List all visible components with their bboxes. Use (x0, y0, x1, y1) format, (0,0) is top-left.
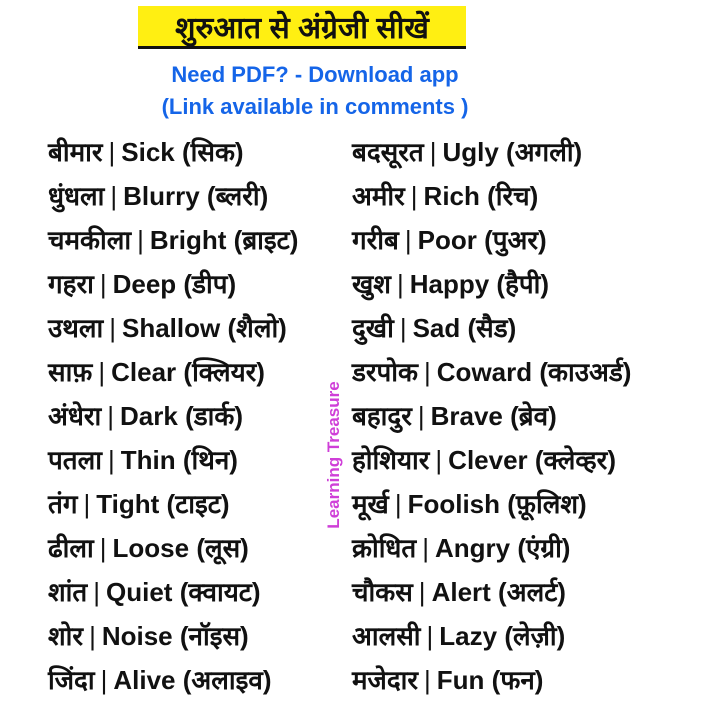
pronunciation: (हैपी) (496, 269, 550, 299)
separator: | (98, 357, 106, 387)
word-row (352, 658, 631, 702)
word-row (352, 306, 631, 350)
hindi-word: जिंदा (48, 665, 95, 695)
word-row (48, 614, 298, 658)
word-list-right (352, 130, 631, 702)
pronunciation: (ब्रेव) (510, 401, 557, 431)
pronunciation: (ब्लरी) (206, 181, 269, 211)
pronunciation: (फन) (491, 665, 544, 695)
word-row (352, 526, 631, 570)
separator: | (399, 313, 407, 343)
separator: | (435, 445, 443, 475)
english-word: Clever (448, 445, 528, 475)
pronunciation: (एंग्री) (517, 533, 571, 563)
word-row (352, 614, 631, 658)
english-word: Shallow (122, 313, 221, 343)
word-row (48, 350, 298, 394)
separator: | (110, 181, 118, 211)
word-row (48, 526, 298, 570)
pronunciation: (सैड) (467, 313, 517, 343)
word-row (48, 306, 298, 350)
word-list-left (48, 130, 298, 702)
word-row (352, 438, 631, 482)
hindi-word: क्रोधित (352, 533, 417, 563)
pronunciation: (शैलो) (227, 313, 287, 343)
english-word: Deep (112, 269, 177, 299)
hindi-word: बदसूरत (352, 137, 424, 167)
hindi-word: मूर्ख (352, 489, 389, 519)
pronunciation: (क्लियर) (183, 357, 265, 387)
hindi-word: चमकीला (48, 225, 132, 255)
pronunciation: (क्वायट) (179, 577, 261, 607)
hindi-word: तंग (48, 489, 78, 519)
separator: | (93, 577, 100, 607)
hindi-word: उथला (48, 313, 104, 343)
word-row (352, 174, 631, 218)
hindi-word: गरीब (352, 225, 399, 255)
english-word: Sick (121, 137, 175, 167)
english-word: Quiet (106, 577, 173, 607)
page-title: शुरुआत से अंग्रेजी सीखें (138, 6, 466, 49)
hindi-word: अंधेरा (48, 401, 102, 431)
word-row (48, 482, 298, 526)
pronunciation: (पुअर) (484, 225, 547, 255)
english-word: Alive (113, 665, 176, 695)
pronunciation: (काउअर्ड) (539, 357, 632, 387)
hindi-word: आलसी (352, 621, 421, 651)
separator: | (108, 137, 116, 167)
pronunciation: (फ़ूलिश) (507, 489, 587, 519)
separator: | (424, 665, 431, 695)
word-row (48, 438, 298, 482)
word-row (352, 218, 631, 262)
word-row (352, 570, 631, 614)
english-word: Foolish (407, 489, 501, 519)
english-word: Thin (120, 445, 176, 475)
separator: | (109, 313, 116, 343)
english-word: Bright (149, 225, 227, 255)
pronunciation: (रिच) (487, 181, 539, 211)
english-word: Brave (430, 401, 503, 431)
hindi-word: धुंधला (48, 181, 105, 211)
word-row (48, 394, 298, 438)
pronunciation: (लूस) (196, 533, 249, 563)
separator: | (83, 489, 91, 519)
hindi-word: साफ़ (48, 357, 93, 387)
word-row (352, 482, 631, 526)
hindi-word: शोर (48, 621, 84, 651)
separator: | (107, 445, 115, 475)
separator: | (99, 533, 107, 563)
watermark: Learning Treasure (324, 381, 343, 529)
word-row (48, 218, 298, 262)
english-word: Alert (431, 577, 491, 607)
word-row (48, 130, 298, 174)
pronunciation: (अलर्ट) (498, 577, 566, 607)
pronunciation: (डार्क) (185, 401, 243, 431)
separator: | (396, 269, 404, 299)
separator: | (429, 137, 437, 167)
english-word: Lazy (439, 621, 498, 651)
hindi-word: पतला (48, 445, 102, 475)
separator: | (99, 269, 107, 299)
separator: | (417, 401, 425, 431)
english-word: Blurry (123, 181, 200, 211)
pronunciation: (लेज़ी) (504, 621, 566, 651)
english-word: Rich (423, 181, 480, 211)
separator: | (426, 621, 434, 651)
english-word: Poor (417, 225, 477, 255)
separator: | (137, 225, 144, 255)
download-app-text: Need PDF? - Download app (171, 62, 459, 87)
english-word: Dark (120, 401, 178, 431)
separator: | (418, 577, 426, 607)
word-row (48, 658, 298, 702)
word-row (352, 130, 631, 174)
hindi-word: मजेदार (352, 665, 419, 695)
hindi-word: अमीर (352, 181, 405, 211)
english-word: Ugly (442, 137, 499, 167)
hindi-word: डरपोक (352, 357, 419, 387)
english-word: Loose (112, 533, 190, 563)
word-row (352, 394, 631, 438)
separator: | (422, 533, 430, 563)
pronunciation: (क्लेव्हर) (534, 445, 616, 475)
word-row (352, 262, 631, 306)
english-word: Tight (96, 489, 160, 519)
hindi-word: ढीला (48, 533, 94, 563)
word-row (48, 174, 298, 218)
english-word: Fun (436, 665, 485, 695)
hindi-word: शांत (48, 577, 88, 607)
separator: | (100, 665, 108, 695)
english-word: Noise (101, 621, 173, 651)
hindi-word: खुश (352, 269, 391, 299)
link-note-text: (Link available in comments ) (161, 94, 469, 119)
english-word: Coward (436, 357, 533, 387)
english-word: Angry (435, 533, 511, 563)
separator: | (107, 401, 114, 431)
separator: | (424, 357, 431, 387)
word-row (48, 262, 298, 306)
pronunciation: (ब्राइट) (233, 225, 299, 255)
pronunciation: (अगली) (506, 137, 583, 167)
hindi-word: होशियार (352, 445, 430, 475)
hindi-word: चौकस (352, 577, 413, 607)
word-row (352, 350, 631, 394)
english-word: Clear (111, 357, 177, 387)
hindi-word: बहादुर (352, 401, 412, 431)
separator: | (394, 489, 402, 519)
separator: | (89, 621, 96, 651)
pronunciation: (सिक) (182, 137, 244, 167)
pronunciation: (नॉइस) (179, 621, 249, 651)
pronunciation: (अलाइव) (182, 665, 272, 695)
separator: | (404, 225, 412, 255)
hindi-word: गहरा (48, 269, 94, 299)
pronunciation: (डीप) (183, 269, 237, 299)
english-word: Happy (409, 269, 490, 299)
separator: | (410, 181, 418, 211)
pronunciation: (टाइट) (166, 489, 230, 519)
pronunciation: (थिन) (182, 445, 238, 475)
english-word: Sad (412, 313, 461, 343)
hindi-word: दुखी (352, 313, 394, 343)
word-row (48, 570, 298, 614)
hindi-word: बीमार (48, 137, 103, 167)
